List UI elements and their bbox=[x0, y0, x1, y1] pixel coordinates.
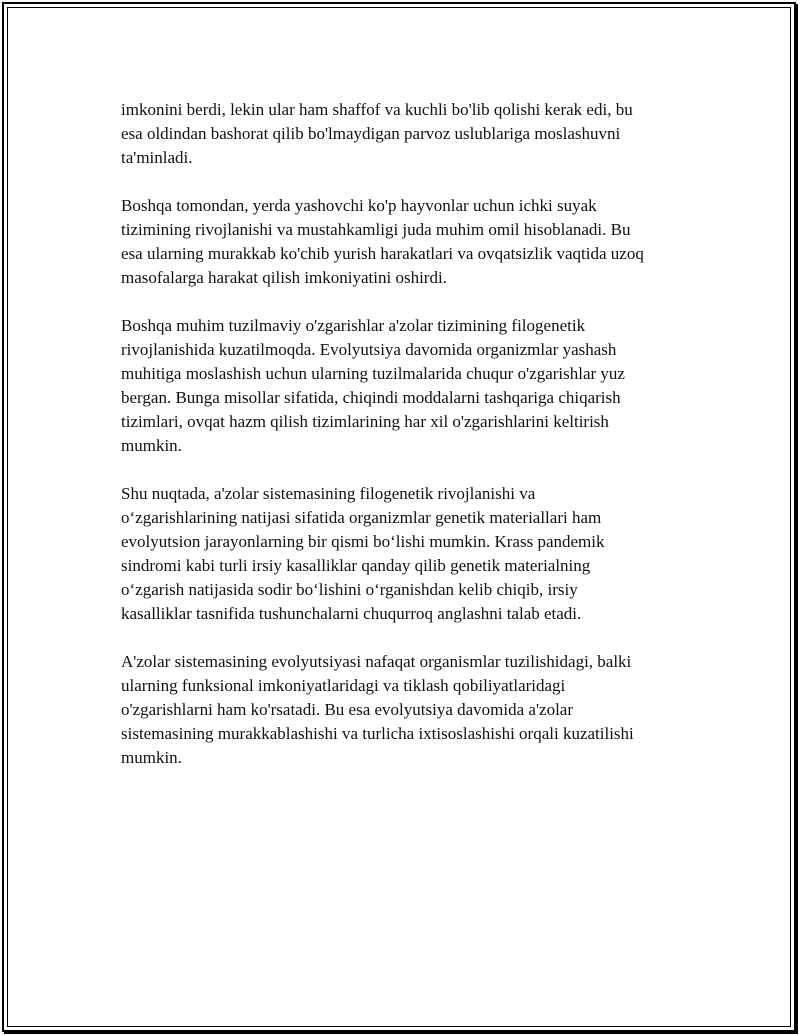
paragraph: Shu nuqtada, a'zolar sistemasining filogenetik rivojlanishi va o‘zgarishlarining natijasi sifatida organizmlar genetik materiallari ham evolyutsion jarayonlarning bir qismi bo‘lishi mumkin. Krass pandemik sindromi kabi turli irsiy kasalliklar qanday qilib genetik materialning o‘zgarish natijasida sodir bo‘lishini o‘rganishdan kelib chiqib, irsiy kasalliklar tasnifida tushunchalarni chuqurroq anglashni talab etadi. bbox=[121, 484, 605, 623]
page-frame bbox=[2, 2, 796, 1032]
paragraph: imkonini berdi, lekin ular ham shaffof va kuchli bo'lib qolishi kerak edi, bu esa oldindan bashorat qilib bo'lmaydigan parvoz uslublariga moslashuvni ta'minladi. bbox=[121, 100, 633, 167]
paragraph: Boshqa muhim tuzilmaviy o'zgarishlar a'zolar tizimining filogenetik rivojlanishida kuzatilmoqda. Evolyutsiya davomida organizmlar yashash muhitiga moslashish uchun ularning tuzilmalarida chuqur o'zgarishlar yuz bergan. Bunga misollar sifatida, chiqindi moddalarni tashqariga chiqarish tizimlari, ovqat hazm qilish tizimlarining har xil o'zgarishlarini keltirish mumkin. bbox=[121, 316, 625, 455]
document-body bbox=[121, 98, 696, 794]
paragraph: Boshqa tomondan, yerda yashovchi ko'p hayvonlar uchun ichki suyak tizimining rivojlanishi va mustahkamligi juda muhim omil hisoblanadi. Bu esa ularning murakkab ko'chib yurish harakatlari va ovqatsizlik vaqtida uzoq masofalarga harakat qilish imkoniyatini oshirdi. bbox=[121, 196, 644, 287]
paragraph: A'zolar sistemasining evolyutsiyasi nafaqat organismlar tuzilishidagi, balki ularning funksional imkoniyatlaridagi va tiklash qobiliyatlaridagi o'zgarishlarni ham ko'rsatadi. Bu esa evolyutsiya davomida a'zolar sistemasining murakkablashishi va turlicha ixtisoslashishi orqali kuzatilishi mumkin. bbox=[121, 652, 634, 767]
